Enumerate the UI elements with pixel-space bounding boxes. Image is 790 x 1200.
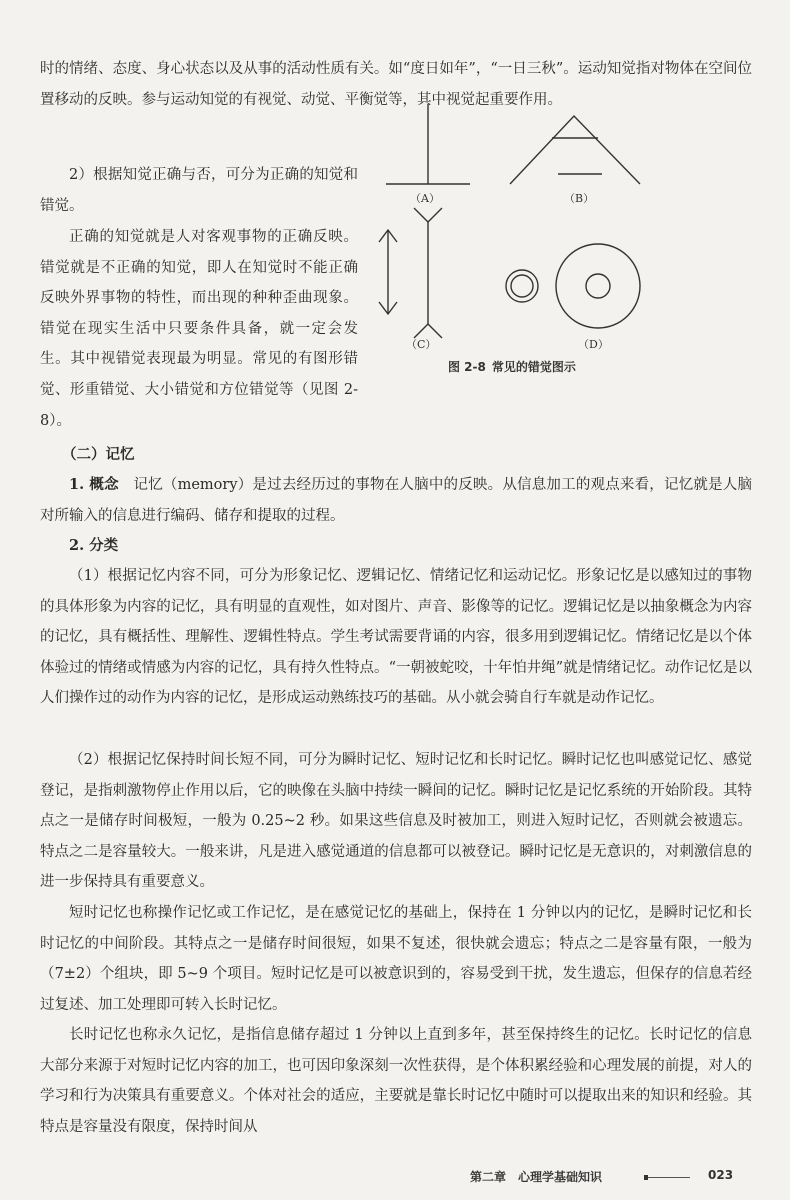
illusion-figure bbox=[372, 96, 672, 354]
concept-text: 记忆（memory）是过去经历过的事物在人脑中的反映。从信息加工的观点来看，记忆就是人脑对所输入的信息进行编码、储存和提取的过程。 bbox=[40, 477, 753, 524]
paragraph-illusion-definition: 正确的知觉就是人对客观事物的正确反映。错觉就是不正确的知觉，即人在知觉时不能正确反映外界事物的特性，而出现的种种歪曲现象。错觉在现实生活中只要条件具备，就一定会发生。其中视错觉表现最为明显。常见的有图形错觉、形重错觉、大小错觉和方位错觉等（见图 2-8）。 bbox=[40, 229, 358, 429]
figure-d-small-inner-circle bbox=[511, 275, 533, 297]
paragraph-long-term-memory: 长时记忆也称永久记忆，是指信息储存超过 1 分钟以上直到多年，甚至保持终生的记忆。长时记忆的信息大部分来源于对短时记忆内容的加工，也可因印象深刻一次性获得，是个体积累经验和心理发展的前提，对人的学习和行为决策具有重要意义。个体对社会的适应，主要就是靠长时记忆中随时可以提取出来的知识和经验。其特点是容量没有限度，保持时间从 bbox=[40, 1027, 752, 1135]
figure-label-d: （D） bbox=[578, 338, 609, 351]
paragraph-illusion-intro: 2）根据知觉正确与否，可分为正确的知觉和错觉。 bbox=[40, 167, 358, 214]
paragraph-memory-by-content: （1）根据记忆内容不同，可分为形象记忆、逻辑记忆、情绪记忆和运动记忆。形象记忆是以感知过的事物的具体形象为内容的记忆，具有明显的直观性，如对图片、声音、影像等的记忆。逻辑记忆是以抽象概念为内容的记忆，具有概括性、理解性、逻辑性特点。学生考试需要背诵的内容，很多用到逻辑记忆。情绪记忆是以个体体验过的情绪或情感为内容的记忆，具有持久性特点。“一朝被蛇咬，十年怕井绳”就是情绪记忆。动作记忆是以人们操作过的动作为内容的记忆，是形成运动熟练技巧的基础。从小就会骑自行车就是动作记忆。 bbox=[40, 568, 752, 707]
figure-caption-text: 常见的错觉图示 bbox=[491, 360, 576, 374]
figure-caption-number: 图 2-8 bbox=[448, 360, 486, 374]
page-number: 023 bbox=[708, 1168, 734, 1182]
page-footer bbox=[470, 1168, 760, 1188]
concept-label: 1. 概念 bbox=[69, 476, 119, 493]
figure-d-large-inner-circle bbox=[586, 274, 610, 298]
illusion-figure-svg bbox=[372, 96, 672, 354]
paragraph-time-motion-perception: 时的情绪、态度、身心状态以及从事的活动性质有关。如“度日如年”，“一日三秋”。运动知觉指对物体在空间位置移动的反映。参与运动知觉的有视觉、动觉、平衡觉等，其中视觉起重要作用。 bbox=[40, 61, 752, 108]
figure-caption bbox=[448, 358, 576, 375]
paragraph-short-term-memory: 短时记忆也称操作记忆或工作记忆，是在感觉记忆的基础上，保持在 1 分钟以内的记忆，是瞬时记忆和长时记忆的中间阶段。其特点之一是储存时间很短，如果不复述，很快就会遗忘；特点之二是容量有限，一般为（7±2）个组块，即 5~9 个项目。短时记忆是可以被意识到的，容易受到干扰，发生遗忘，但保存的信息若经过复述、加工处理即可转入长时记忆。 bbox=[40, 905, 752, 1013]
figure-c-bottom-fins bbox=[414, 324, 442, 338]
paragraph-memory-concept bbox=[40, 470, 752, 531]
classification-heading: 2. 分类 bbox=[69, 537, 119, 554]
footer-divider bbox=[648, 1177, 690, 1178]
section-heading-memory: （二）记忆 bbox=[62, 446, 135, 463]
figure-label-b: （B） bbox=[564, 192, 595, 205]
figure-label-c: （C） bbox=[406, 338, 437, 351]
figure-d-large-outer-circle bbox=[556, 244, 640, 328]
paragraph-memory-by-duration: （2）根据记忆保持时间长短不同，可分为瞬时记忆、短时记忆和长时记忆。瞬时记忆也叫感觉记忆、感觉登记，是指刺激物停止作用以后，它的映像在头脑中持续一瞬间的记忆。瞬时记忆是记忆系统的开始阶段。其特点之一是储存时间极短，一般为 0.25~2 秒。如果这些信息及时被加工，则进入短时记忆，否则就会被遗忘。特点之二是容量较大。一般来讲，凡是进入感觉通道的信息都可以被登记。瞬时记忆是无意识的，对刺激信息的进一步保持具有重要意义。 bbox=[40, 752, 752, 891]
figure-c-top-fins bbox=[414, 208, 442, 222]
footer-chapter-title: 第二章 心理学基础知识 bbox=[470, 1170, 603, 1184]
figure-label-a: （A） bbox=[410, 192, 440, 205]
